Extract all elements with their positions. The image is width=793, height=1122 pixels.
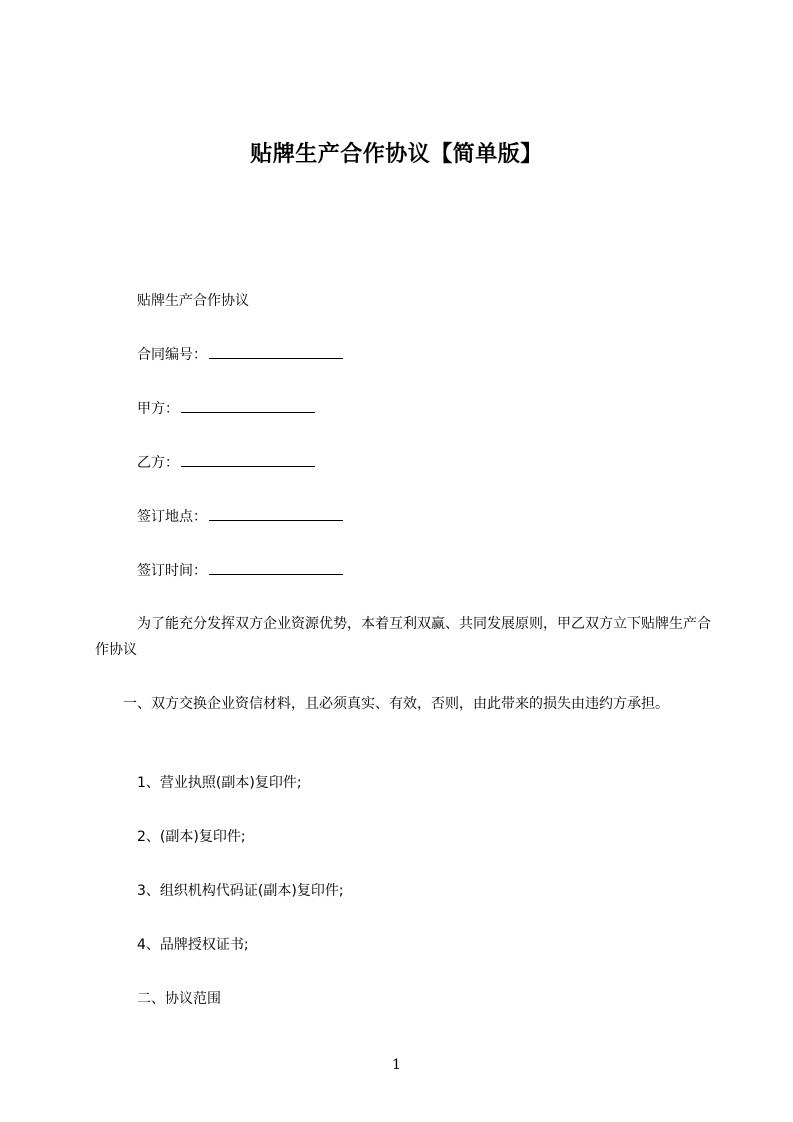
party-b-line bbox=[95, 451, 713, 475]
contract-number-line bbox=[95, 343, 713, 367]
section-two-heading: 二、协议范围 bbox=[137, 991, 221, 1007]
contract-number-blank bbox=[209, 344, 343, 359]
party-b-label: 乙方： bbox=[137, 455, 179, 471]
section-one-paragraph: 一、双方交换企业资信材料，且必须真实、有效，否则，由此带来的损失由违约方承担。 bbox=[123, 696, 669, 712]
sign-place-line bbox=[95, 505, 713, 529]
party-a-line bbox=[95, 397, 713, 421]
document-title: 贴牌生产合作协议【简单版】 bbox=[250, 142, 543, 167]
list-item: 3、组织机构代码证(副本)复印件; bbox=[137, 883, 344, 899]
contract-number-label: 合同编号： bbox=[137, 347, 207, 363]
sign-time-blank bbox=[209, 560, 343, 575]
intro-paragraph: 为了能充分发挥双方企业资源优势，本着互利双赢、共同发展原则，甲乙双方立下贴牌生产合作协议 bbox=[95, 616, 711, 658]
list-item: 1、营业执照(副本)复印件; bbox=[137, 775, 302, 791]
party-a-blank bbox=[181, 398, 315, 413]
sign-time-label: 签订时间： bbox=[137, 563, 207, 579]
list-item: 4、品牌授权证书; bbox=[137, 937, 249, 953]
list-item: 2、(副本)复印件; bbox=[137, 829, 246, 845]
sign-place-label: 签订地点： bbox=[137, 509, 207, 525]
sign-time-line bbox=[95, 559, 713, 583]
party-b-blank bbox=[181, 452, 315, 467]
sign-place-blank bbox=[209, 506, 343, 521]
party-a-label: 甲方： bbox=[137, 401, 179, 417]
page-number: 1 bbox=[392, 1057, 401, 1073]
agreement-heading: 贴牌生产合作协议 bbox=[137, 293, 249, 309]
